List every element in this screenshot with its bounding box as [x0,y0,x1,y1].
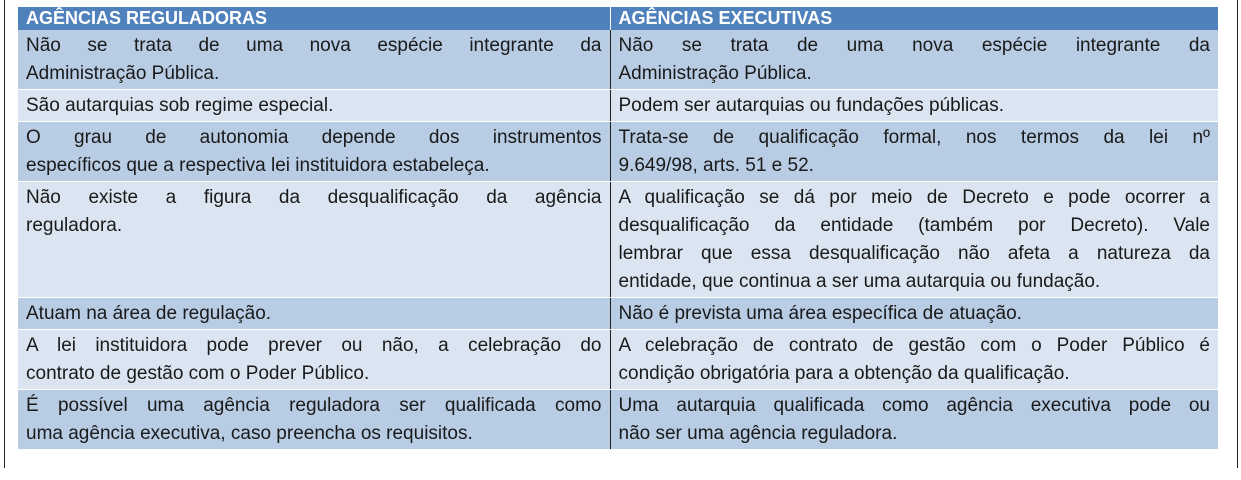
cell-text-line: Não existe a figura da desqualificação da agência [26,187,602,208]
reguladoras-cell [18,330,610,390]
cell-text-line: uma agência executiva, caso preencha os requisitos. [26,423,473,444]
cell-text-line: desqualificação da entidade (também por Decreto). Vale [618,215,1210,236]
page-border-left [4,0,5,468]
cell-text-line: Administração Pública. [26,63,220,84]
table-row [18,298,1218,330]
cell-text-line: 9.649/98, arts. 51 e 52. [618,155,814,176]
executivas-cell [610,390,1218,450]
executivas-cell [610,30,1218,90]
header-agencias-reguladoras: AGÊNCIAS REGULADORAS [18,7,610,30]
cell-text-line: São autarquias sob regime especial. [26,95,334,116]
cell-text-line: Podem ser autarquias ou fundações públicas. [618,95,1005,116]
cell-text-line: contrato de gestão com o Poder Público. [26,363,370,384]
cell-text-line: O grau de autonomia depende dos instrumentos [26,127,602,148]
header-agencias-executivas: AGÊNCIAS EXECUTIVAS [610,7,1218,30]
executivas-cell [610,330,1218,390]
reguladoras-cell [18,390,610,450]
executivas-cell [610,298,1218,330]
table-row [18,30,1218,90]
cell-text-line: Atuam na área de regulação. [26,303,272,324]
comparison-table [18,7,1218,450]
page-border-right [1237,0,1238,468]
cell-text-line: A lei instituidora pode prever ou não, a celebração do [26,335,602,356]
cell-text-line: A qualificação se dá por meio de Decreto e pode ocorrer a [618,187,1210,208]
cell-text-line: lembrar que essa desqualificação não afeta a natureza da [618,243,1210,264]
cut-off-paragraph [18,458,1218,480]
cell-text-line: Não se trata de uma nova espécie integrante da [618,35,1210,56]
reguladoras-cell [18,90,610,122]
cell-text-line: entidade, que continua a ser uma autarquia ou fundação. [618,271,1101,292]
table-row [18,330,1218,390]
reguladoras-cell [18,30,610,90]
table-row [18,122,1218,182]
cell-text-line: específicos que a respectiva lei instituidora estabeleça. [26,155,490,176]
cell-text-line: A celebração de contrato de gestão com o Poder Público é [618,335,1210,356]
reguladoras-cell [18,298,610,330]
executivas-cell [610,122,1218,182]
cell-text-line: Administração Pública. [618,63,812,84]
reguladoras-cell [18,122,610,182]
table-row [18,182,1218,298]
executivas-cell [610,90,1218,122]
reguladoras-cell [18,182,610,298]
cell-text-line: reguladora. [26,215,123,236]
cell-text-line: condição obrigatória para a obtenção da qualificação. [618,363,1070,384]
cell-text-line: Não se trata de uma nova espécie integrante da [26,35,602,56]
executivas-cell [610,182,1218,298]
table-header-row [18,7,1218,30]
table-row [18,390,1218,450]
table-row [18,90,1218,122]
cell-text-line: É possível uma agência reguladora ser qualificada como [26,395,602,416]
cell-text-line: não ser uma agência reguladora. [618,423,898,444]
cell-text-line: Trata-se de qualificação formal, nos termos da lei nº [618,127,1210,148]
cell-text-line: Uma autarquia qualificada como agência executiva pode ou [618,395,1210,416]
cell-text-line: Não é prevista uma área específica de atuação. [618,303,1022,324]
